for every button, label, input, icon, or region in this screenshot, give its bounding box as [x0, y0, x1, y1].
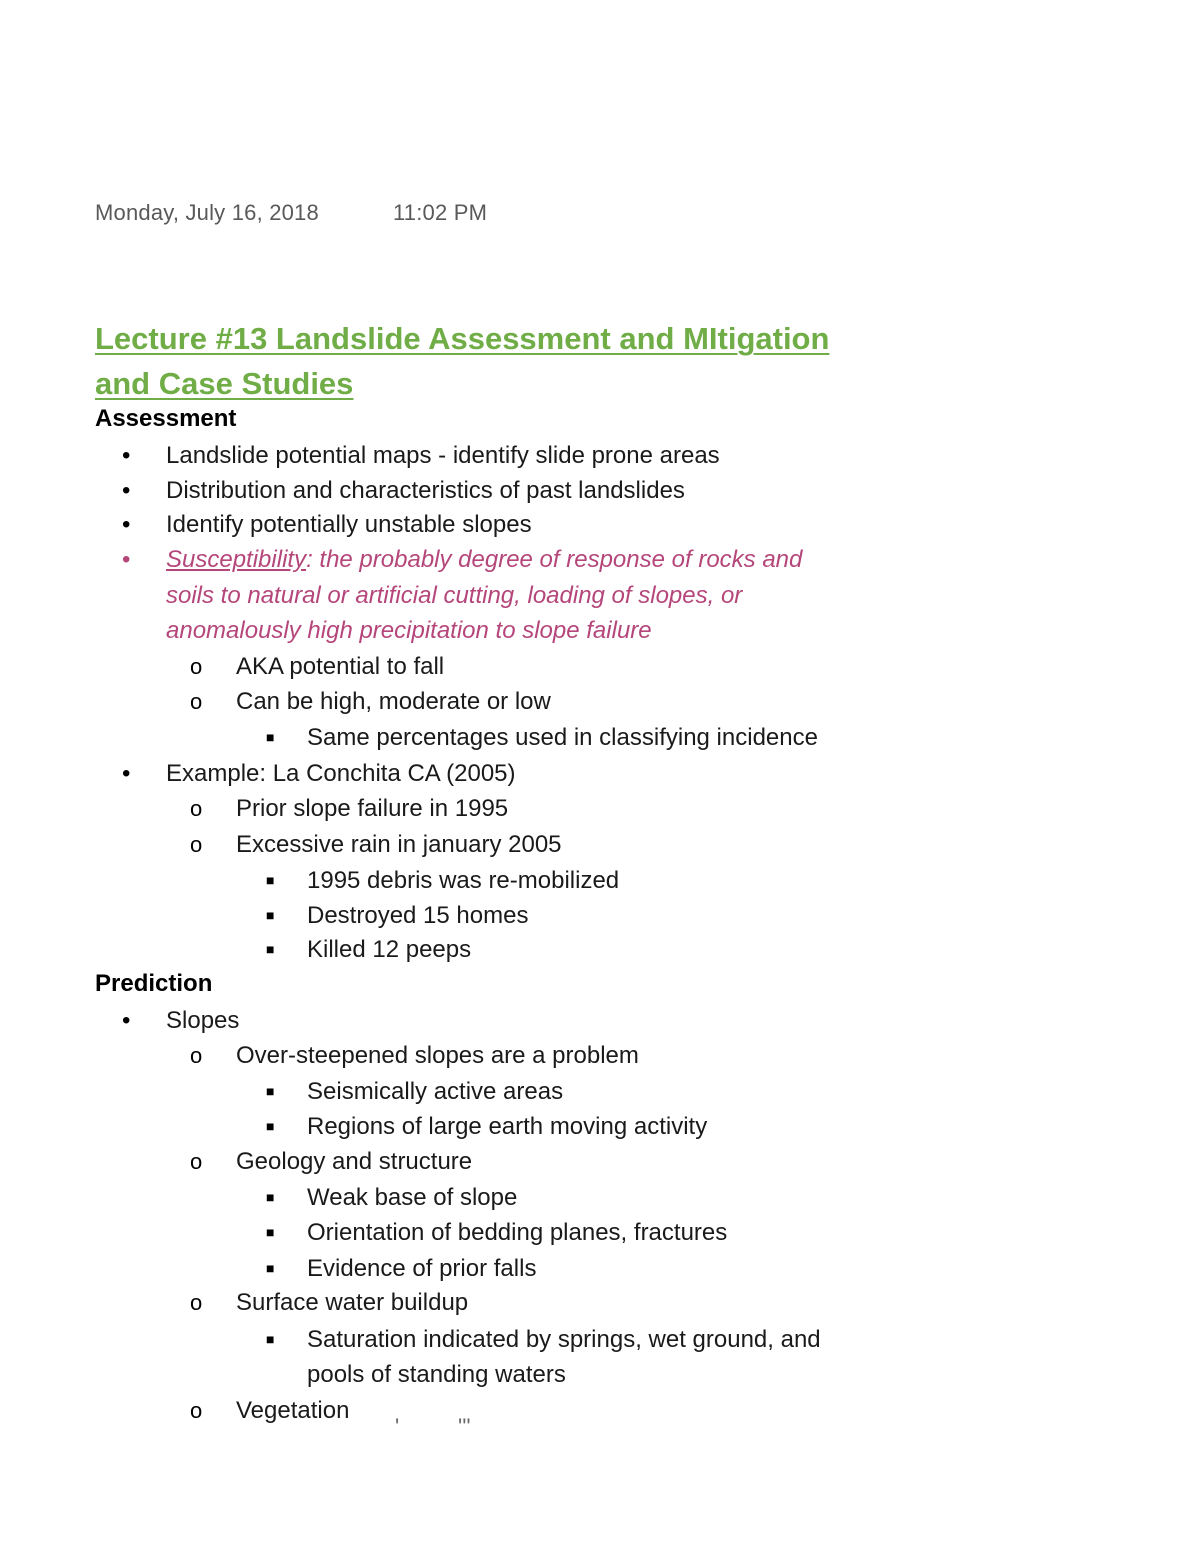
prediction-heading: Prediction: [95, 970, 213, 997]
square-bullet-icon: ■: [266, 1083, 275, 1099]
list-item: Geology and structure: [236, 1148, 473, 1175]
susceptibility-def-1: : the probably degree of response of rocks and: [306, 546, 803, 573]
square-bullet-icon: ■: [266, 729, 275, 745]
bullet-icon: •: [122, 442, 131, 469]
square-bullet-icon: ■: [266, 1118, 275, 1134]
title-line-2: and Case Studies: [95, 366, 354, 401]
list-item: Example: La Conchita CA (2005): [166, 760, 516, 787]
list-item: Seismically active areas: [307, 1078, 564, 1105]
assessment-heading: Assessment: [95, 405, 237, 432]
list-item: Landslide potential maps - identify slide prone areas: [166, 442, 720, 469]
list-item: Orientation of bedding planes, fractures: [307, 1219, 728, 1246]
square-bullet-icon: ■: [266, 1189, 275, 1205]
list-item: Evidence of prior falls: [307, 1255, 537, 1282]
circle-bullet-icon: o: [190, 654, 203, 679]
page-title: [95, 316, 915, 406]
circle-bullet-icon: o: [190, 796, 203, 821]
bullet-icon: •: [122, 511, 131, 538]
square-bullet-icon: ■: [266, 907, 275, 923]
circle-bullet-icon: o: [190, 1043, 203, 1068]
list-item: Identify potentially unstable slopes: [166, 511, 532, 538]
square-bullet-icon: ■: [266, 1224, 275, 1240]
list-item: Killed 12 peeps: [307, 936, 472, 963]
bullet-icon: •: [122, 477, 131, 504]
list-item: Destroyed 15 homes: [307, 902, 529, 929]
note-date: Monday, July 16, 2018: [95, 200, 319, 225]
bullet-icon: •: [122, 760, 131, 787]
circle-bullet-icon: o: [190, 832, 203, 857]
list-item: Can be high, moderate or low: [236, 688, 551, 715]
note-timestamp: [95, 200, 488, 226]
susceptibility-term: Susceptibility: [166, 546, 307, 573]
list-item: Saturation indicated by springs, wet ground, and: [307, 1326, 821, 1353]
list-item-continuation: pools of standing waters: [307, 1361, 566, 1388]
clipped-text-fragment: ' ''': [395, 1414, 471, 1439]
list-item: Over-steepened slopes are a problem: [236, 1042, 639, 1069]
list-item: AKA potential to fall: [236, 653, 445, 680]
susceptibility-definition-line-3: anomalously high precipitation to slope failure: [166, 617, 652, 644]
square-bullet-icon: ■: [266, 941, 275, 957]
square-bullet-icon: ■: [266, 1331, 275, 1347]
bullet-icon: •: [122, 546, 131, 573]
list-item: Prior slope failure in 1995: [236, 795, 509, 822]
note-time: 11:02 PM: [393, 200, 488, 225]
title-line-1: Lecture #13 Landslide Assessment and MItigation: [95, 321, 830, 356]
circle-bullet-icon: o: [190, 1398, 203, 1423]
circle-bullet-icon: o: [190, 689, 203, 714]
list-item: Slopes: [166, 1007, 240, 1034]
list-item: Distribution and characteristics of past landslides: [166, 477, 685, 504]
list-item: Excessive rain in january 2005: [236, 831, 562, 858]
square-bullet-icon: ■: [266, 1260, 275, 1276]
list-item: Same percentages used in classifying incidence: [307, 724, 818, 751]
list-item: Regions of large earth moving activity: [307, 1113, 708, 1140]
list-item: 1995 debris was re-mobilized: [307, 867, 620, 894]
list-item: Surface water buildup: [236, 1289, 469, 1316]
bullet-icon: •: [122, 1007, 131, 1034]
susceptibility-definition-line-1: [166, 542, 802, 577]
square-bullet-icon: ■: [266, 872, 275, 888]
list-item: Weak base of slope: [307, 1184, 518, 1211]
circle-bullet-icon: o: [190, 1149, 203, 1174]
susceptibility-definition-line-2: soils to natural or artificial cutting, loading of slopes, or: [166, 582, 743, 609]
circle-bullet-icon: o: [190, 1290, 203, 1315]
list-item: Vegetation: [236, 1397, 350, 1424]
